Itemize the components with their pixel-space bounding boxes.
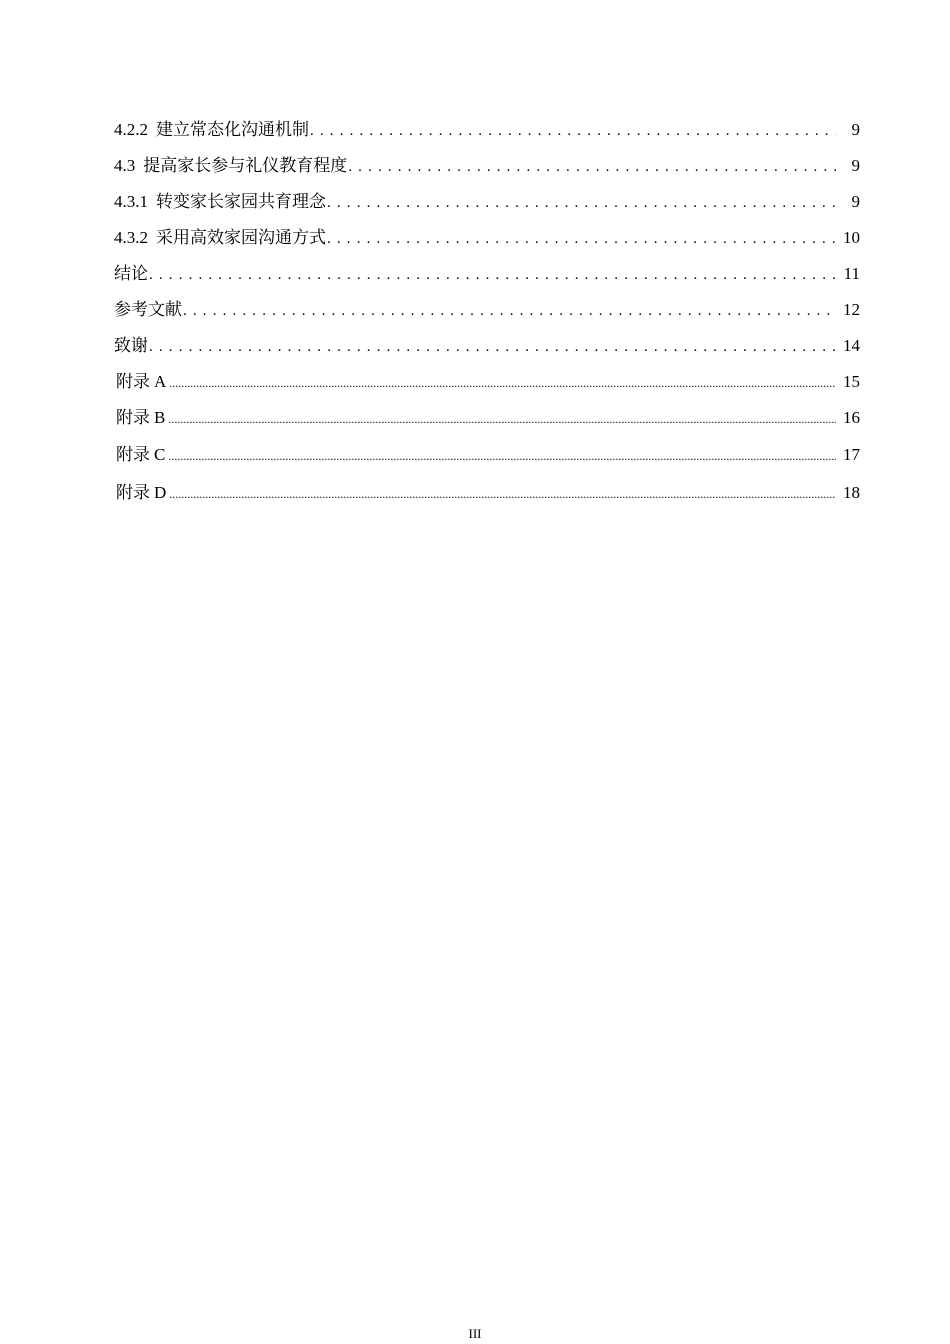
toc-entry-title: 结论	[114, 264, 148, 283]
dot-leader	[169, 371, 836, 394]
dot-leader	[183, 299, 836, 322]
toc-entry-number: 4.3.1	[114, 192, 148, 211]
toc-entry[interactable]	[114, 263, 860, 286]
dot-leader	[168, 444, 836, 467]
toc-appendix-entry[interactable]	[116, 482, 860, 505]
appendix-letter: C	[154, 445, 166, 464]
toc-appendix-entry[interactable]	[116, 444, 860, 467]
toc-appendix-entry[interactable]	[116, 407, 860, 430]
toc-entry[interactable]	[114, 191, 860, 214]
appendix-letter: A	[154, 372, 167, 391]
toc-entry-title: 采用高效家园沟通方式	[156, 228, 326, 247]
dot-leader	[310, 119, 836, 142]
toc-entry[interactable]	[114, 119, 860, 142]
dot-leader	[327, 191, 836, 214]
toc-page-number: 16	[843, 408, 860, 427]
toc-entry-number: 4.3.2	[114, 228, 148, 247]
toc-page-number: 9	[851, 120, 860, 139]
toc-entry-number: 4.2.2	[114, 120, 148, 139]
toc-page-number: 9	[851, 192, 860, 211]
toc-entry-title: 致谢	[114, 336, 148, 355]
toc-entry[interactable]	[114, 155, 860, 178]
toc-entry[interactable]	[114, 335, 860, 358]
toc-page-number: 11	[843, 264, 860, 283]
dot-leader	[327, 227, 836, 250]
toc-page-number: 10	[843, 228, 860, 247]
appendix-label: 附录	[116, 445, 150, 464]
dot-leader	[169, 482, 836, 505]
appendix-label: 附录	[116, 408, 150, 427]
appendix-label: 附录	[116, 483, 150, 502]
dot-leader	[348, 155, 836, 178]
toc-entry[interactable]	[114, 299, 860, 322]
page-footer-number: III	[468, 1326, 482, 1341]
toc-page-number: 15	[843, 372, 860, 391]
dot-leader	[149, 263, 836, 286]
dot-leader	[149, 335, 836, 358]
dot-leader	[168, 407, 836, 430]
toc-entry-title: 建立常态化沟通机制	[156, 120, 309, 139]
toc-entry-title: 提高家长参与礼仪教育程度	[143, 156, 348, 175]
toc-page-number: 9	[851, 156, 860, 175]
toc-page-number: 14	[843, 336, 860, 355]
appendix-letter: B	[154, 408, 166, 427]
toc-entry-title: 转变家长家园共育理念	[156, 192, 326, 211]
toc-page-number: 12	[843, 300, 860, 319]
toc-entry-number: 4.3	[114, 156, 136, 175]
appendix-letter: D	[154, 483, 167, 502]
toc-page-number: 17	[843, 445, 860, 464]
toc-entry-title: 参考文献	[114, 300, 182, 319]
toc-page-number: 18	[843, 483, 860, 502]
appendix-label: 附录	[116, 372, 150, 391]
toc-entry[interactable]	[114, 227, 860, 250]
toc-appendix-entry[interactable]	[116, 371, 860, 394]
